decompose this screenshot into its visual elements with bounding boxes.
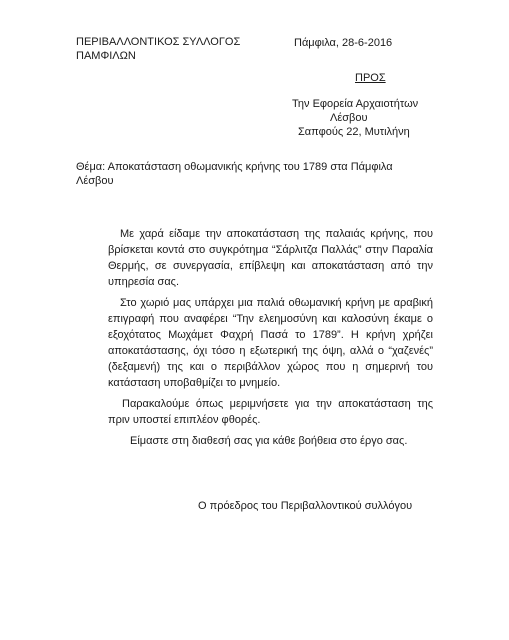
recipient-line3: Σαπφούς 22, Μυτιλήνη bbox=[298, 126, 410, 138]
body-paragraph: Παρακαλούμε όπως μεριμνήσετε για την αποκατάσταση της πριν υποστεί επιπλέον φθορές. bbox=[108, 398, 433, 426]
letter-body bbox=[108, 226, 433, 454]
subject-line: Θέμα: Αποκατάσταση οθωμανικής κρήνης του 1789 στα Πάμφιλα Λέσβου bbox=[76, 161, 393, 187]
body-paragraph: Στο χωριό μας υπάρχει μια παλιά οθωμανική κρήνη με αραβική επιγραφή που αναφέρει “Την ελεημοσύνη και καλοσύνη έκαμε ο εξοχότατος Μωχάμετ Φαχρή Πασά το 1789”. Η κρήνη χρήζει αποκατάστασης, όχι τόσο η εξωτερική της όψη, αλλά ο “χαζενές” (δεξαμενή) της και ο περιβάλλον χώρος που η σημερινή του κατάσταση υποβαθμίζει το μνημείο. bbox=[108, 297, 433, 389]
recipient-address bbox=[292, 97, 418, 139]
recipient-line1: Την Εφορεία Αρχαιοτήτων bbox=[292, 98, 419, 110]
sender-organization-line1: ΠΕΡΙΒΑΛΛΟΝΤΙΚΟΣ ΣΥΛΛΟΓΟΣ bbox=[76, 36, 241, 48]
recipient-line2: Λέσβου bbox=[330, 112, 368, 124]
recipient-label: ΠΡΟΣ bbox=[355, 72, 386, 84]
sender-organization-line2: ΠΑΜΦΙΛΩΝ bbox=[76, 50, 136, 62]
body-paragraph: Είμαστε στη διαθεσή σας για κάθε βοήθεια στο έργο σας. bbox=[130, 435, 408, 447]
signature-line: Ο πρόεδρος του Περιβαλλοντικού συλλόγου bbox=[198, 500, 413, 512]
body-paragraph: Με χαρά είδαμε την αποκατάσταση της παλαιάς κρήνης, που βρίσκεται κοντά στο συγκρότημα “Σάρλιτζα Παλλάς” στην Παραλία Θερμής, σε συνεργασία, επίβλεψη και αποκατάσταση από την υπηρεσία σας. bbox=[108, 228, 433, 288]
place-and-date: Πάμφιλα, 28-6-2016 bbox=[294, 37, 393, 49]
sender-organization bbox=[76, 35, 240, 63]
